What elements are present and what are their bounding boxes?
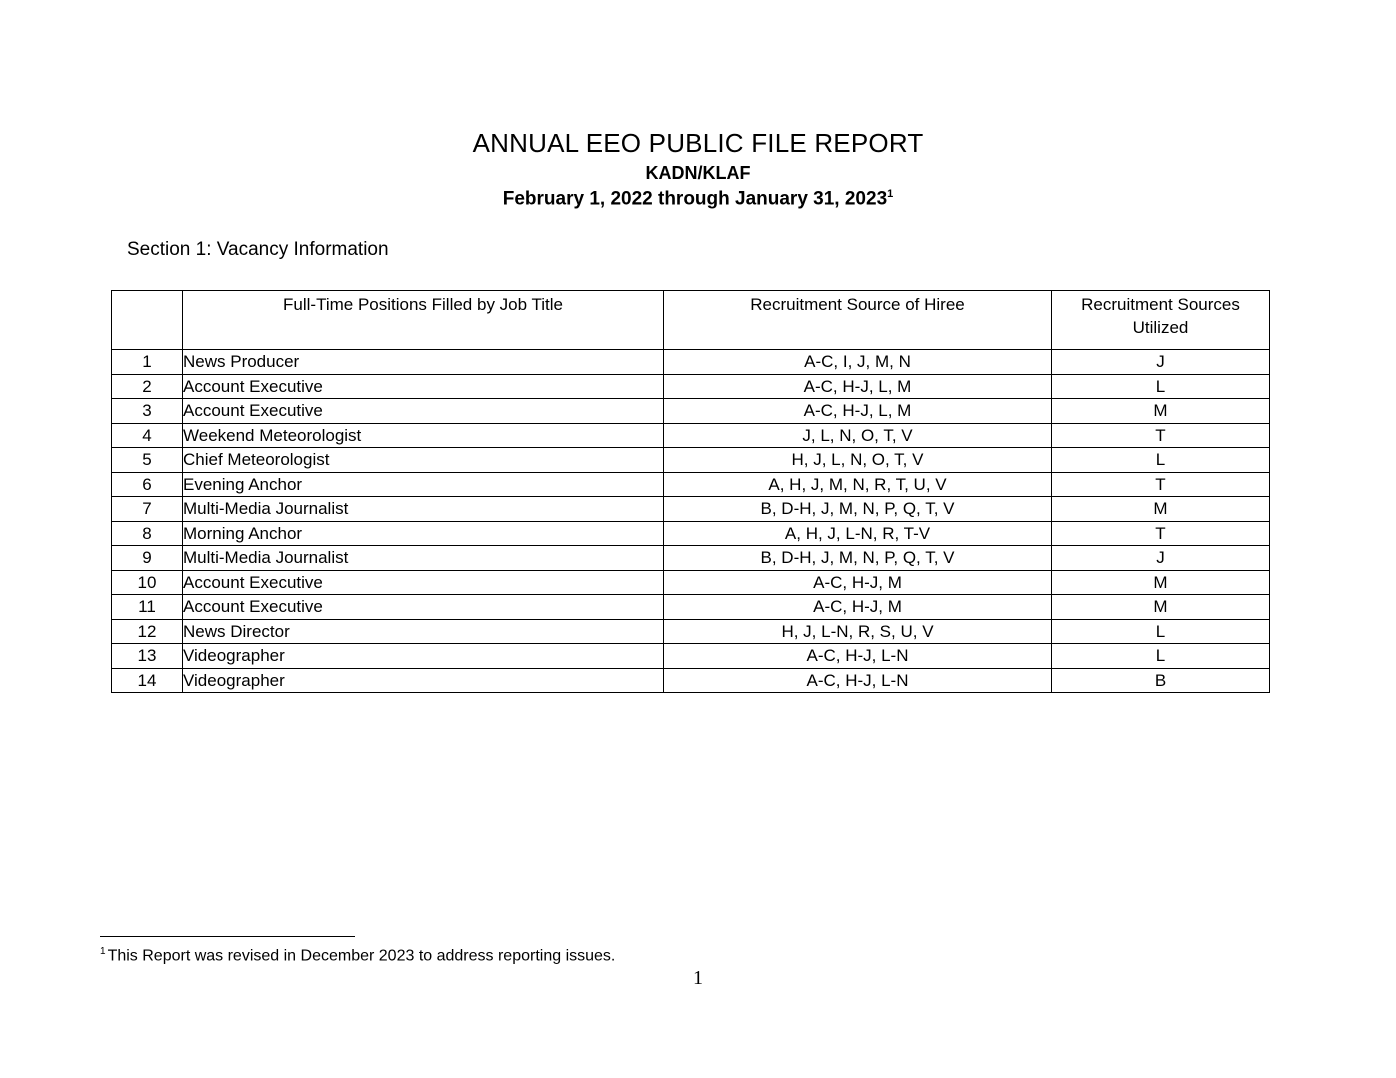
column-header-sources-utilized: Recruitment Sources Utilized (1052, 291, 1270, 350)
row-number: 6 (112, 472, 183, 497)
table-row (112, 374, 1270, 399)
job-title-cell: Account Executive (183, 399, 664, 424)
recruitment-source-cell: H, J, L, N, O, T, V (664, 448, 1052, 473)
sources-utilized-cell: M (1052, 399, 1270, 424)
footnote-reference: 1 (887, 188, 894, 200)
sources-utilized-cell: L (1052, 448, 1270, 473)
table-row (112, 497, 1270, 522)
row-number: 12 (112, 619, 183, 644)
row-number: 7 (112, 497, 183, 522)
table-row (112, 546, 1270, 571)
table-row (112, 448, 1270, 473)
sources-utilized-cell: T (1052, 521, 1270, 546)
station-call-letters: KADN/KLAF (645, 163, 751, 183)
row-number: 14 (112, 668, 183, 693)
sources-utilized-cell: J (1052, 350, 1270, 375)
table-row (112, 521, 1270, 546)
recruitment-source-cell: A-C, H-J, L, M (664, 374, 1052, 399)
job-title-cell: Multi-Media Journalist (183, 546, 664, 571)
recruitment-source-cell: A-C, H-J, L, M (664, 399, 1052, 424)
vacancy-table (111, 290, 1270, 693)
table-header-row (112, 291, 1270, 350)
table-row (112, 350, 1270, 375)
recruitment-source-cell: B, D-H, J, M, N, P, Q, T, V (664, 497, 1052, 522)
sources-utilized-cell: L (1052, 644, 1270, 669)
job-title-cell: News Producer (183, 350, 664, 375)
column-header-recruitment-source: Recruitment Source of Hiree (664, 291, 1052, 350)
recruitment-source-cell: A, H, J, M, N, R, T, U, V (664, 472, 1052, 497)
vacancy-table-body (112, 350, 1270, 693)
column-header-job-title: Full-Time Positions Filled by Job Title (183, 291, 664, 350)
recruitment-source-cell: A-C, I, J, M, N (664, 350, 1052, 375)
job-title-cell: Videographer (183, 644, 664, 669)
table-row (112, 399, 1270, 424)
job-title-cell: Account Executive (183, 570, 664, 595)
row-number: 9 (112, 546, 183, 571)
sources-utilized-cell: L (1052, 374, 1270, 399)
row-number: 3 (112, 399, 183, 424)
footnote-mark: 1 (100, 946, 106, 957)
footnote-divider (100, 936, 355, 937)
row-number: 5 (112, 448, 183, 473)
sources-utilized-cell: M (1052, 497, 1270, 522)
job-title-cell: Morning Anchor (183, 521, 664, 546)
table-row (112, 570, 1270, 595)
sources-utilized-cell: B (1052, 668, 1270, 693)
job-title-cell: Account Executive (183, 595, 664, 620)
page-number: 1 (693, 967, 703, 989)
footnote (100, 946, 615, 965)
job-title-cell: Multi-Media Journalist (183, 497, 664, 522)
footnote-text: This Report was revised in December 2023 to address reporting issues. (107, 947, 616, 965)
sources-utilized-cell: M (1052, 570, 1270, 595)
table-row (112, 595, 1270, 620)
table-row (112, 423, 1270, 448)
report-period-text: February 1, 2022 through January 31, 2023 (502, 188, 888, 210)
recruitment-source-cell: B, D-H, J, M, N, P, Q, T, V (664, 546, 1052, 571)
recruitment-source-cell: A-C, H-J, M (664, 570, 1052, 595)
section-heading: Section 1: Vacancy Information (127, 239, 389, 260)
job-title-cell: Account Executive (183, 374, 664, 399)
sources-utilized-cell: L (1052, 619, 1270, 644)
column-header-number (112, 291, 183, 350)
sources-utilized-cell: T (1052, 423, 1270, 448)
report-title: ANNUAL EEO PUBLIC FILE REPORT (472, 128, 924, 158)
job-title-cell: News Director (183, 619, 664, 644)
row-number: 1 (112, 350, 183, 375)
sources-utilized-cell: M (1052, 595, 1270, 620)
recruitment-source-cell: A-C, H-J, L-N (664, 644, 1052, 669)
table-row (112, 619, 1270, 644)
job-title-cell: Evening Anchor (183, 472, 664, 497)
row-number: 11 (112, 595, 183, 620)
table-row (112, 644, 1270, 669)
row-number: 8 (112, 521, 183, 546)
report-period (0, 188, 1396, 210)
job-title-cell: Videographer (183, 668, 664, 693)
recruitment-source-cell: A-C, H-J, L-N (664, 668, 1052, 693)
recruitment-source-cell: H, J, L-N, R, S, U, V (664, 619, 1052, 644)
job-title-cell: Weekend Meteorologist (183, 423, 664, 448)
recruitment-source-cell: J, L, N, O, T, V (664, 423, 1052, 448)
row-number: 2 (112, 374, 183, 399)
sources-utilized-cell: T (1052, 472, 1270, 497)
row-number: 10 (112, 570, 183, 595)
recruitment-source-cell: A-C, H-J, M (664, 595, 1052, 620)
row-number: 4 (112, 423, 183, 448)
row-number: 13 (112, 644, 183, 669)
recruitment-source-cell: A, H, J, L-N, R, T-V (664, 521, 1052, 546)
table-row (112, 472, 1270, 497)
sources-utilized-cell: J (1052, 546, 1270, 571)
table-row (112, 668, 1270, 693)
job-title-cell: Chief Meteorologist (183, 448, 664, 473)
